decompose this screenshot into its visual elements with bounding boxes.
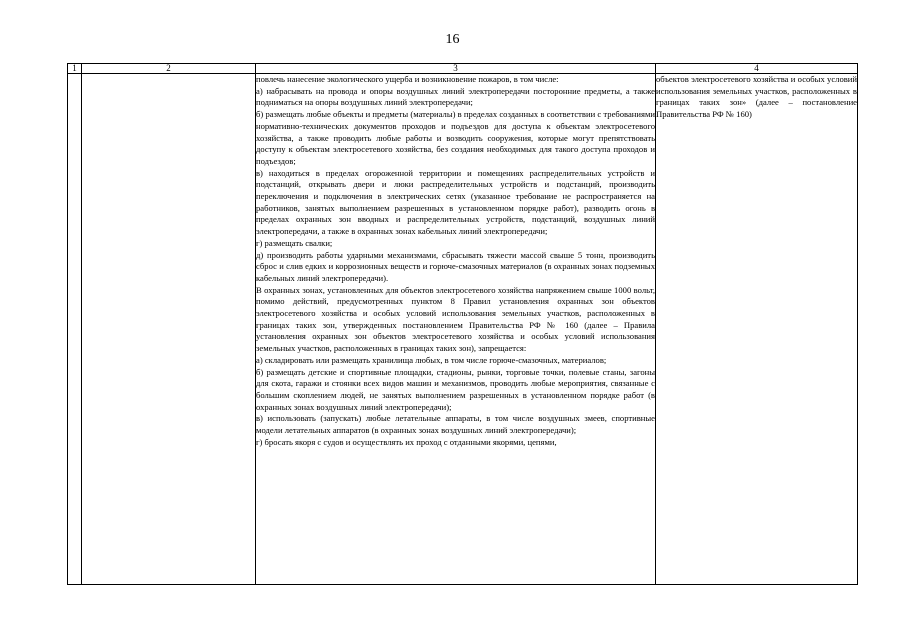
- paragraph: в) находиться в пределах огороженной территории и помещениях распределительных устройств и подстанций, открывать двери и люки распределительных устройств и подстанций, производить переключения и подключения в электрических сетях (указанное требование не распространяется на работников, занятых выполнением разрешенных в установленном порядке работ), разводить огонь в пределах охранных зон вводных и распределительных устройств, подстанций, воздушных линий электропередачи, а также в охранных зонах кабельных линий электропередачи;: [256, 167, 655, 237]
- cell-col3: [256, 74, 656, 585]
- column-header-1: 1: [68, 64, 82, 74]
- paragraph: В охранных зонах, установленных для объектов электросетевого хозяйства напряжением свыше 1000 вольт, помимо действий, предусмотренных пунктом 8 Правил установления охранных зон объектов электросетевого хозяйства и особых условий использования земельных участков, расположенных в границах таких зон, утвержденных постановлением Правительства РФ № 160 (далее – Правила установления охранных зон объектов электросетевого хозяйства и особых условий использования земельных участков, расположенных в границах таких зон), запрещается:: [256, 284, 655, 354]
- cell-col4: объектов электросетевого хозяйства и особых условий использования земельных участков, расположенных в границах таких зон» (далее – постановление Правительства РФ № 160): [656, 74, 858, 585]
- cell-col1: [68, 74, 82, 585]
- column-header-3: 3: [256, 64, 656, 74]
- paragraph: г) бросать якоря с судов и осуществлять их проход с отданными якорями, цепями,: [256, 436, 557, 447]
- column-header-2: 2: [82, 64, 256, 74]
- document-table: [67, 63, 858, 585]
- page-number: 16: [445, 32, 460, 47]
- paragraph: а) набрасывать на провода и опоры воздушных линий электропередачи посторонние предметы, а также подниматься на опоры воздушных линий электропередачи;: [256, 85, 655, 108]
- paragraph: повлечь нанесение экологического ущерба и возникновение пожаров, в том числе:: [256, 74, 559, 84]
- table-row: [68, 74, 858, 585]
- paragraph: б) размещать детские и спортивные площадки, стадионы, рынки, торговые точки, полевые станы, загоны для скота, гаражи и стоянки всех видов машин и механизмов, проводить любые мероприятия, связанные с большим скоплением людей, не занятых выполнением разрешенных в установленном порядке работ (в охранных зонах воздушных линий электропередачи);: [256, 366, 655, 412]
- paragraph: г) размещать свалки;: [256, 237, 333, 248]
- paragraph: б) размещать любые объекты и предметы (материалы) в пределах созданных в соответствии с требованиями нормативно-технических документов проходов и подъездов для доступа к объектам электросетевого хозяйства, а также проводить любые работы и возводить сооружения, которые могут препятствовать доступу к объектам электросетевого хозяйства, без создания необходимых для такого доступа проходов и подъездов;: [256, 109, 655, 166]
- paragraph: в) использовать (запускать) любые летательные аппараты, в том числе воздушных змеев, спортивные модели летательных аппаратов (в охранных зонах воздушных линий электропередачи);: [256, 413, 655, 436]
- table-header-row: [68, 64, 858, 74]
- column-header-4: 4: [656, 64, 858, 74]
- cell-col2: [82, 74, 256, 585]
- paragraph: д) производить работы ударными механизмами, сбрасывать тяжести массой свыше 5 тонн, производить сброс и слив едких и коррозионных веществ и горюче-смазочных материалов (в охранных зонах подземных кабельных линий электропередачи).: [256, 249, 655, 283]
- paragraph: а) складировать или размещать хранилища любых, в том числе горюче-смазочных, материалов;: [256, 354, 607, 365]
